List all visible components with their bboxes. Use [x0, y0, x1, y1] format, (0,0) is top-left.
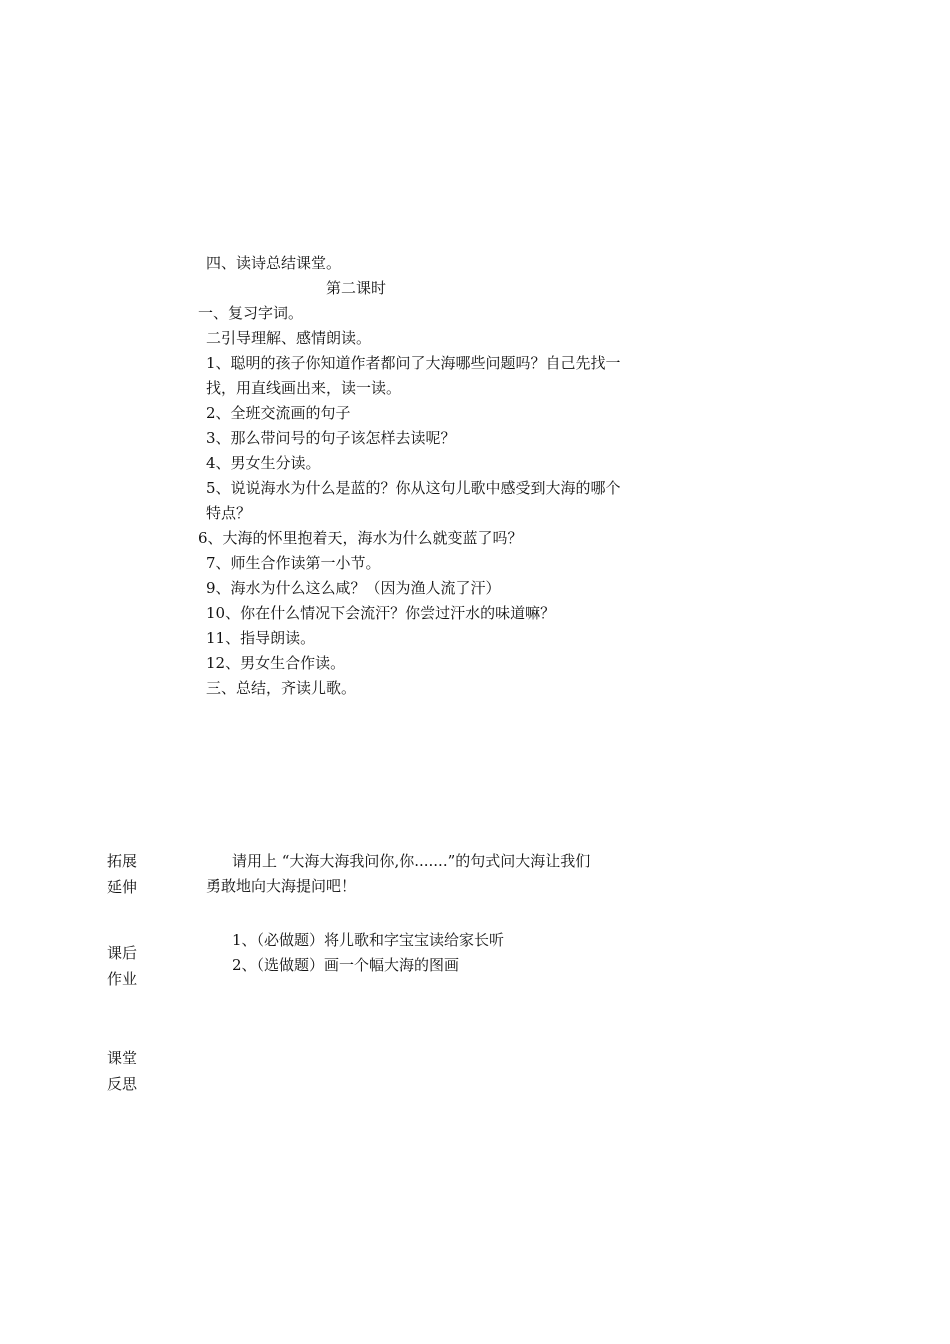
- lesson-item: 5、说说海水为什么是蓝的？你从这句儿歌中感受到大海的哪个: [206, 479, 621, 497]
- extension-text-line2: 勇敢地向大海提问吧！: [206, 877, 357, 895]
- lesson-item: 10、你在什么情况下会流汗？你尝过汗水的味道嘛？: [206, 604, 556, 622]
- lesson-item: 9、海水为什么这么咸？（因为渔人流了汗）: [206, 579, 501, 597]
- homework-item: 2、（选做题）画一个幅大海的图画: [232, 956, 460, 974]
- homework-label-line2: 作业: [107, 970, 138, 988]
- extension-label-line1: 拓展: [107, 852, 138, 870]
- lesson-item: 找，用直线画出来，读一读。: [206, 379, 402, 397]
- lesson-item: 12、男女生合作读。: [206, 654, 346, 672]
- lesson-item: 特点？: [206, 504, 252, 522]
- homework-item: 1、（必做题）将儿歌和字宝宝读给家长听: [232, 931, 505, 949]
- homework-label-line1: 课后: [107, 944, 138, 962]
- lesson-item: 三、总结，齐读儿歌。: [206, 679, 357, 697]
- extension-text-line1: 请用上 “大海大海我问你,你.......”的句式问大海让我们: [232, 852, 591, 870]
- reflection-label-line1: 课堂: [107, 1049, 138, 1067]
- lesson-two-title: 第二课时: [326, 279, 387, 297]
- lesson-item: 11、指导朗读。: [206, 629, 316, 647]
- extension-label-line2: 延伸: [107, 878, 138, 896]
- lesson-item: 一、复习字词。: [198, 304, 304, 322]
- section-four-title: 四、读诗总结课堂。: [206, 254, 342, 272]
- lesson-item: 2、全班交流画的句子: [206, 404, 351, 422]
- lesson-item: 二引导理解、感情朗读。: [206, 329, 372, 347]
- lesson-item: 7、师生合作读第一小节。: [206, 554, 381, 572]
- lesson-item: 4、男女生分读。: [206, 454, 321, 472]
- lesson-item: 3、那么带问号的句子该怎样去读呢？: [206, 429, 456, 447]
- reflection-label-line2: 反思: [107, 1075, 138, 1093]
- lesson-item: 1、聪明的孩子你知道作者都问了大海哪些问题吗？自己先找一: [206, 354, 621, 372]
- lesson-item: 6、大海的怀里抱着天，海水为什么就变蓝了吗？: [198, 529, 523, 547]
